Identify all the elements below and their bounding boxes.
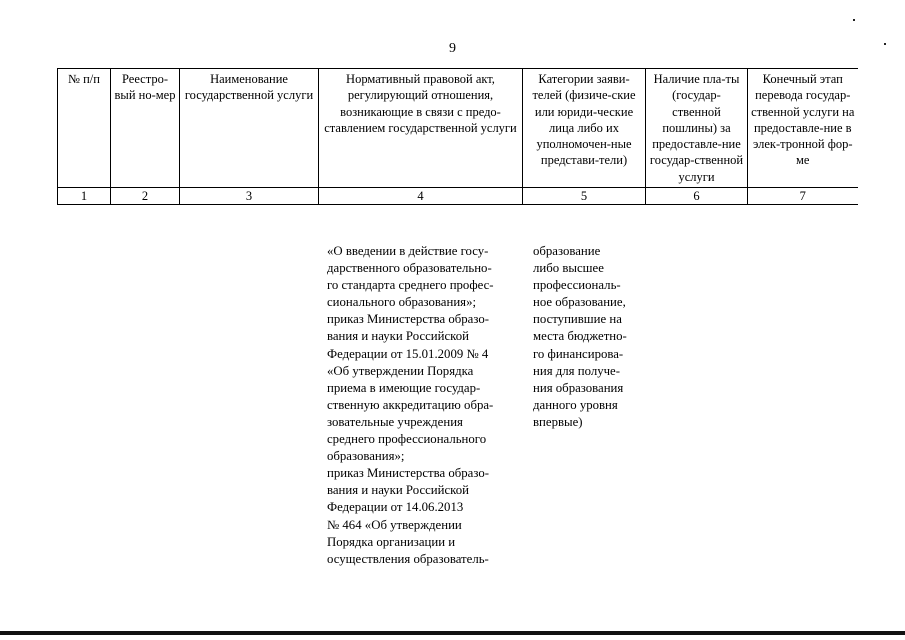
text-line: приказ Министерства образо- <box>327 466 489 481</box>
text-line: вания и науки Российской <box>327 483 469 498</box>
header-applicant-categories: Категории заяви-телей (физиче-ские или юриди-ческие лица либо их уполномочен-ные представи-тели) <box>523 69 646 188</box>
text-line: впервые) <box>533 414 583 429</box>
column-number: 5 <box>523 188 646 205</box>
text-line: ния образования <box>533 380 624 395</box>
services-table <box>57 68 858 205</box>
column-number-row <box>58 188 858 205</box>
text-line: Федерации от 15.01.2009 № 4 <box>327 346 489 361</box>
text-line: данного уровня <box>533 397 618 412</box>
text-line: среднего профессионального <box>327 432 487 447</box>
text-line: «О введении в действие госу- <box>327 244 489 258</box>
text-line: осуществления образователь- <box>327 551 489 566</box>
column-number: 1 <box>58 188 111 205</box>
text-line: образования»; <box>327 449 405 464</box>
header-registry-number: Реестро-вый но-мер <box>111 69 180 188</box>
column-number: 3 <box>180 188 319 205</box>
column-number: 7 <box>748 188 858 205</box>
column-number: 6 <box>646 188 748 205</box>
text-line: го стандарта среднего профес- <box>327 278 494 293</box>
text-line: образование <box>533 244 601 258</box>
header-legal-act: Нормативный правовой акт, регулирующий отношения, возникающие в связи с предо-ставлением государственной услуги <box>319 69 523 188</box>
text-line: ное образование, <box>533 295 626 310</box>
text-line: ния для получе- <box>533 363 621 378</box>
header-service-name: Наименование государственной услуги <box>180 69 319 188</box>
text-line: вания и науки Российской <box>327 329 469 344</box>
legal-act-continuation <box>327 243 526 568</box>
scan-speck <box>884 43 886 45</box>
text-line: Федерации от 14.06.2013 <box>327 500 464 515</box>
column-number: 2 <box>111 188 180 205</box>
text-line: поступившие на <box>533 312 622 327</box>
text-line: либо высшее <box>533 261 604 276</box>
text-line: «Об утверждении Порядка <box>327 363 474 378</box>
text-line: зовательные учреждения <box>327 414 463 429</box>
applicant-categories-continuation <box>533 243 646 431</box>
header-final-stage: Конечный этап перевода государ-ственной услуги на предоставле-ние в элек-тронной фор-ме <box>748 69 858 188</box>
scan-speck <box>853 19 855 21</box>
table-header-row <box>58 69 858 188</box>
text-line: го финансирова- <box>533 346 624 361</box>
text-line: места бюджетно- <box>533 329 627 344</box>
text-line: дарственного образовательно- <box>327 261 492 276</box>
scan-bottom-edge <box>0 631 905 635</box>
text-line: Порядка организации и <box>327 534 456 549</box>
text-line: приема в имеющие государ- <box>327 380 481 395</box>
header-fee: Наличие пла-ты (государ-ственной пошлины) за предоставле-ние государ-ственной услуги <box>646 69 748 188</box>
header-row-number: № п/п <box>58 69 111 188</box>
text-line: ственную аккредитацию обра- <box>327 397 494 412</box>
text-line: профессиональ- <box>533 278 621 293</box>
text-line: сионального образования»; <box>327 295 477 310</box>
text-line: № 464 «Об утверждении <box>327 517 462 532</box>
page-number: 9 <box>449 41 456 56</box>
text-line: приказ Министерства образо- <box>327 312 489 327</box>
column-number: 4 <box>319 188 523 205</box>
